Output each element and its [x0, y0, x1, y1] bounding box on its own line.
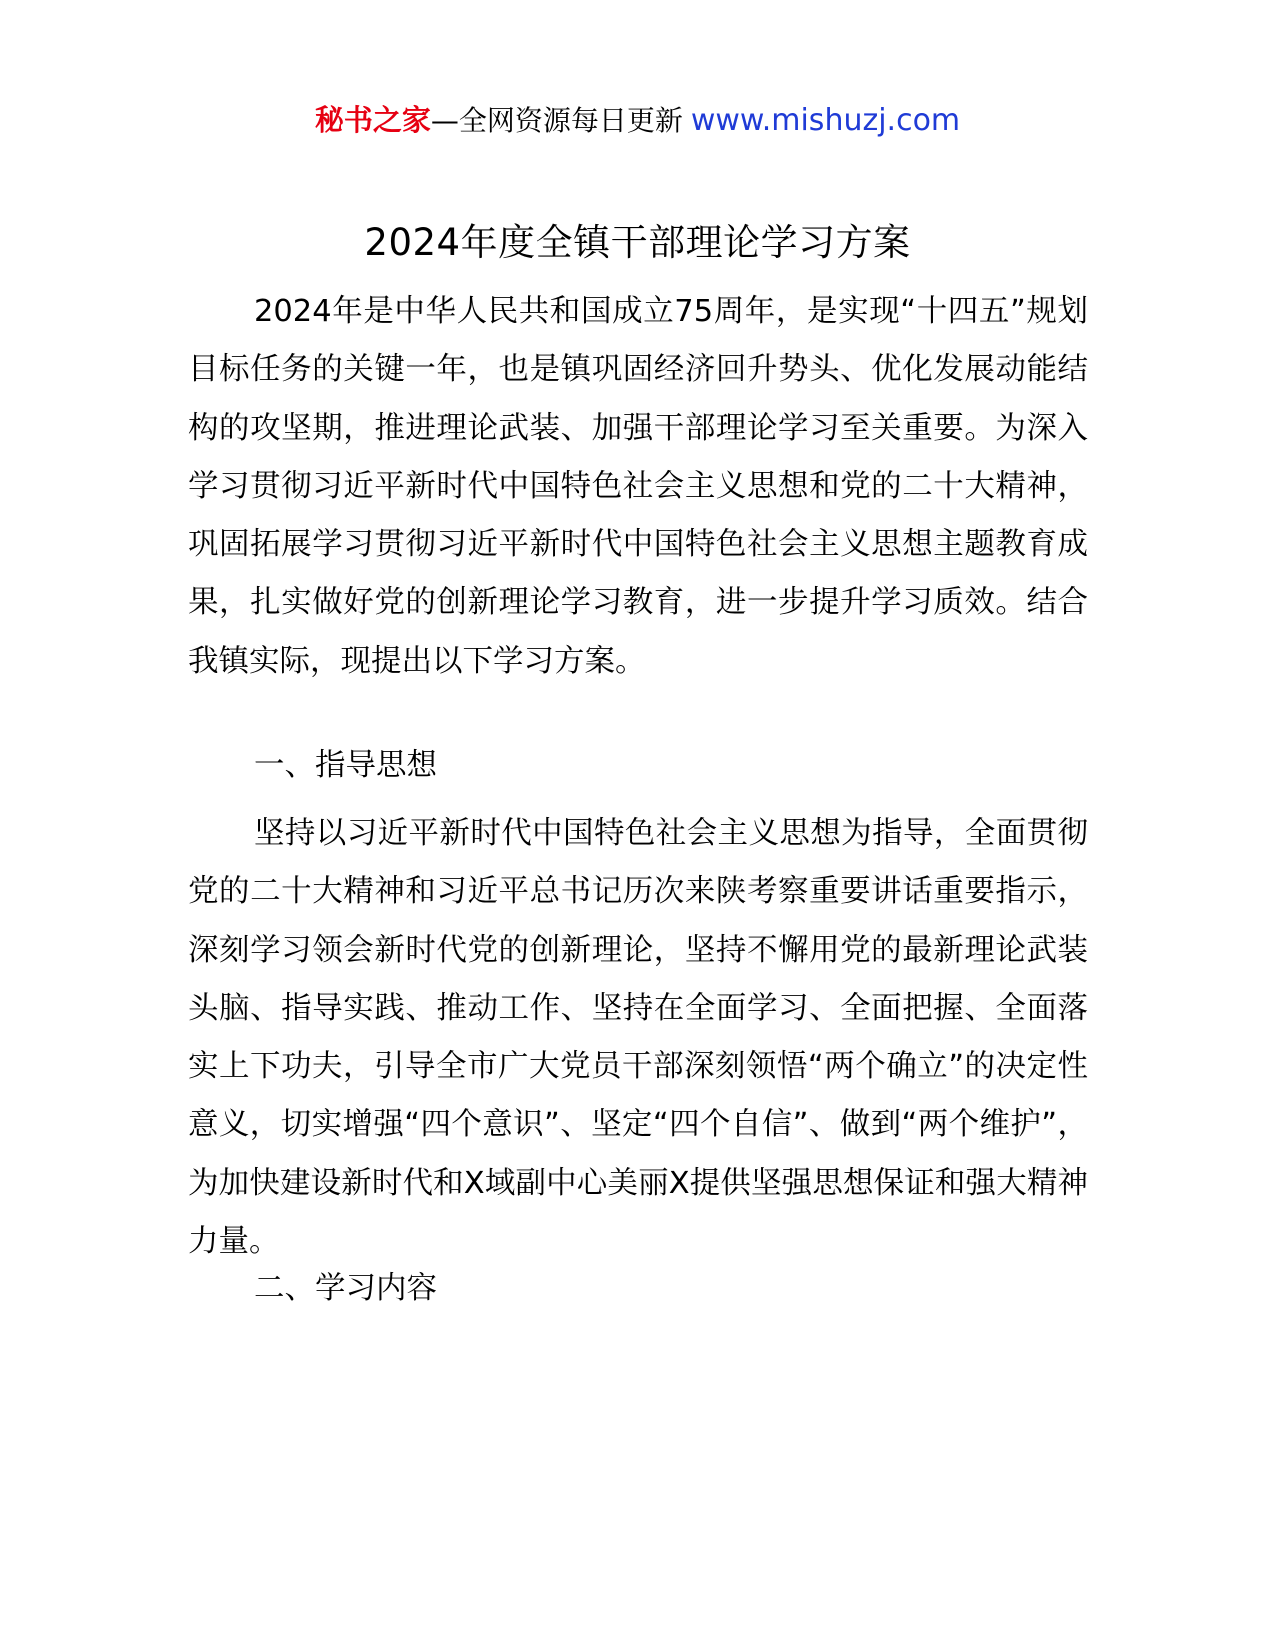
brand-name: 秘书之家 [314, 103, 431, 137]
site-url-link[interactable]: www.mishuzj.com [690, 103, 961, 138]
intro-paragraph: 2024年是中华人民共和国成立75周年，是实现“十四五”规划目标任务的关键一年，也是镇巩固经济回升势头、优化发展动能结构的攻坚期，推进理论武装、加强干部理论学习至关重要。为深入学习贯彻习近平新时代中国特色社会主义思想和党的二十大精神，巩固拓展学习贯彻习近平新时代中国特色社会主义思想主题教育成果，扎实做好党的创新理论学习教育，进一步提升学习质效。结合我镇实际，现提出以下学习方案。 [188, 294, 1088, 679]
section-heading-guiding-ideology: 一、指导思想 [254, 748, 437, 783]
section-heading-study-content: 二、学习内容 [254, 1271, 437, 1306]
guiding-ideology-paragraph: 坚持以习近平新时代中国特色社会主义思想为指导，全面贯彻党的二十大精神和习近平总书记历次来陕考察重要讲话重要指示，深刻学习领会新时代党的创新理论，坚持不懈用党的最新理论武装头脑、指导实践、推动工作、坚持在全面学习、全面把握、全面落实上下功夫，引导全市广大党员干部深刻领悟“两个确立”的决定性意义，切实增强“四个意识”、坚定“四个自信”、做到“两个维护”，为加快建设新时代和X域副中心美丽X提供坚强思想保证和强大精神力量。 [188, 816, 1088, 1260]
site-header [0, 100, 1275, 141]
header-slogan: —全网资源每日更新 [430, 104, 683, 137]
document-title: 2024年度全镇干部理论学习方案 [364, 221, 911, 264]
